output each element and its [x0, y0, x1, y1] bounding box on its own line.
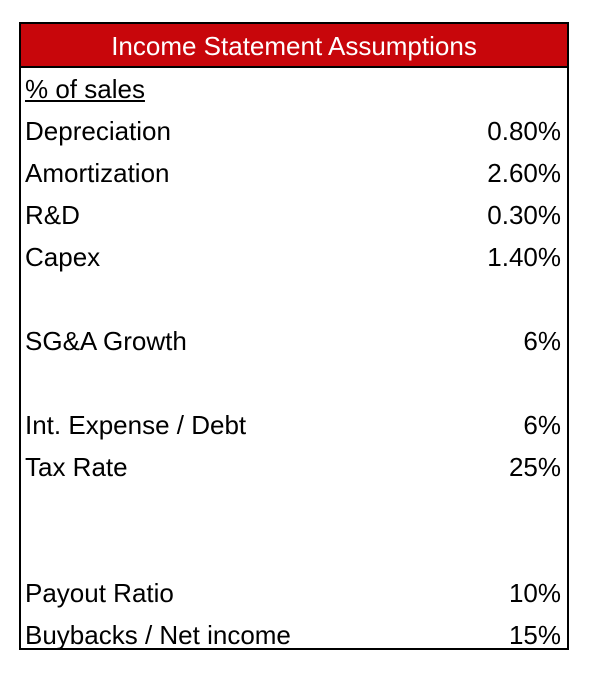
- table-row-capex: [21, 236, 567, 278]
- table-row-tax-rate: [21, 446, 567, 488]
- row-label: R&D: [25, 200, 80, 230]
- row-label: Tax Rate: [25, 452, 128, 482]
- row-label: Capex: [25, 242, 101, 272]
- table-row-int-expense: [21, 404, 567, 446]
- row-label: Payout Ratio: [25, 578, 174, 608]
- table-row-buybacks: [21, 614, 567, 656]
- table-row-sga-growth: [21, 320, 567, 362]
- row-value: 15%: [508, 620, 561, 650]
- section-row: [21, 68, 567, 110]
- blank-row: [21, 488, 567, 530]
- assumptions-table: [19, 22, 569, 650]
- table-row-amortization: [21, 152, 567, 194]
- row-value: 6%: [523, 410, 561, 440]
- row-value: 0.30%: [487, 200, 561, 230]
- row-label: Amortization: [25, 158, 170, 188]
- blank-row: [21, 278, 567, 320]
- row-label: Buybacks / Net income: [25, 620, 291, 650]
- row-label: SG&A Growth: [25, 326, 187, 356]
- row-value: 2.60%: [487, 158, 561, 188]
- section-label: % of sales: [25, 74, 145, 104]
- row-value: 10%: [508, 578, 561, 608]
- table-title: Income Statement Assumptions: [21, 24, 567, 68]
- row-label: Depreciation: [25, 116, 171, 146]
- row-value: 25%: [508, 452, 561, 482]
- row-value: 1.40%: [487, 242, 561, 272]
- row-label: Int. Expense / Debt: [25, 410, 247, 440]
- table-row-payout-ratio: [21, 572, 567, 614]
- table-row-depreciation: [21, 110, 567, 152]
- blank-row: [21, 362, 567, 404]
- blank-row: [21, 530, 567, 572]
- table-row-rnd: [21, 194, 567, 236]
- row-value: 6%: [523, 326, 561, 356]
- row-value: 0.80%: [487, 116, 561, 146]
- table-body: [21, 68, 567, 656]
